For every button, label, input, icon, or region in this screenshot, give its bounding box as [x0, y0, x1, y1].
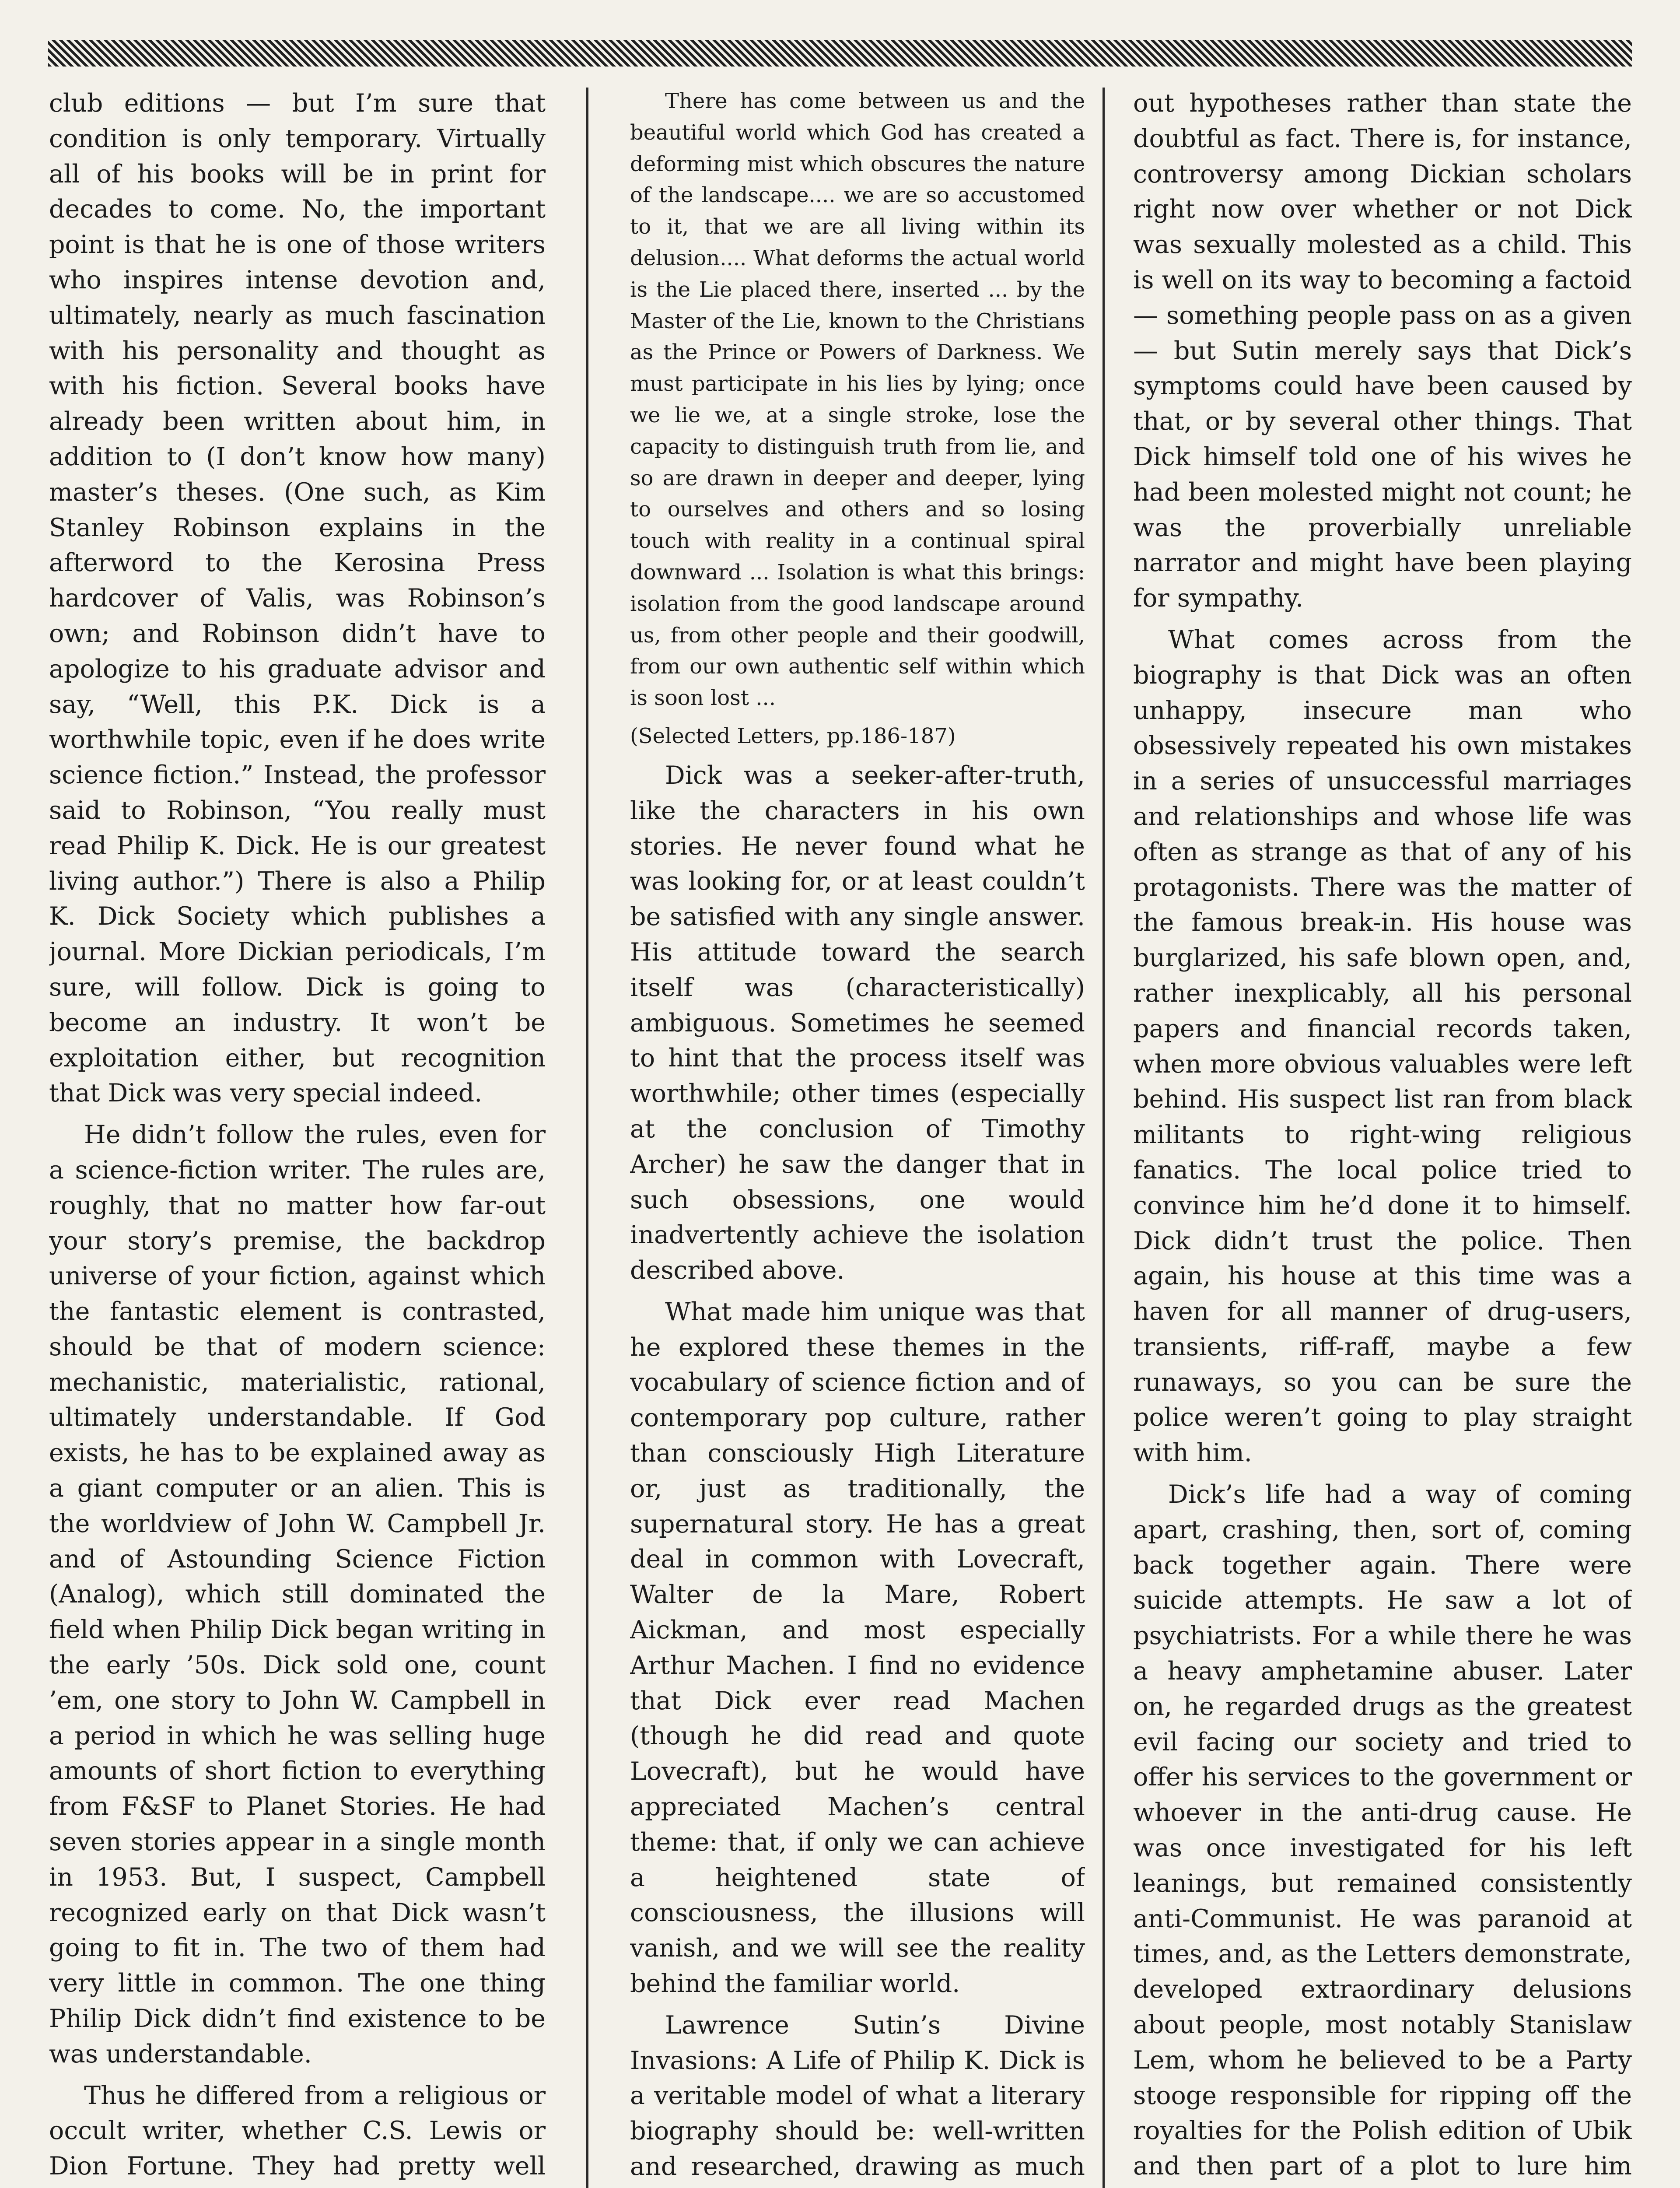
paragraph: Dick’s life had a way of coming apart, crashing, then, sort of, coming back together again. There were suicide attempts. He saw a lot of psychiatrists. For a while there he was a heavy amphetamine abuser. Later on, he regarded drugs as the greatest evil facing our society and tried to offer his services to the government or whoever in the anti-drug cause. He was once investigated for his left leanings, but remained consistently anti-Communist. He was paranoid at times, and, as the Letters demonstrate, developed extraordinary delusions about people, most notably Stanislaw Lem, whom he believed to be a Party stooge responsible for ripping off the royalties for the Polish edition of Ubik and then part of a plot to lure him — [1133, 1480, 1632, 2181]
paragraph: Dick was a seeker-after-truth, like the characters in his own stories. He never found what he was looking for, or at least couldn’t be satisfied with any single answer. His attitude toward the search itself was (characteristically) ambiguous. Sometimes he seemed to hint that the process itself was worthwhile; other times (especially at the conclusion of Timothy Archer) he saw the danger that in such obsessions, one would inadvertently achieve the isolation described above. — [630, 761, 1085, 1285]
paragraph: out hypotheses rather than state the doubtful as fact. There is, for instance, controversy among Dickian scholars right now over whether or not Dick was sexually molested as a child. This is well on its way to becoming a factoid — something people pass on as a given — but Sutin merely says that Dick’s symptoms could have been caused by that, or by several other things. That Dick himself told one of his wives he had been molested might not count; he was the proverbially unreliable narrator and might have been playing for sympathy. — [1133, 89, 1632, 613]
paragraph: Thus he differed from a religious or occult writer, whether C.S. Lewis or Dion Fortune. They had pretty well — [49, 2081, 546, 2181]
paragraph: He didn’t follow the rules, even for a science-fiction writer. The rules are, roughly, that no matter how far-out your story’s premise, the backdrop universe of your fiction, against which the fantastic element is contrasted, should be that of modern science: mechanistic, materialistic, rational, ultimately understandable. If God exists, he has to be explained away as a giant computer or an alien. This is the worldview of John W. Campbell Jr. and of Astounding Science Fiction (Analog), which still dominated the field when Philip Dick began writing in the early ’50s. Dick sold one, count ’em, one story to John W. Campbell in a period in which he was selling huge amounts of short fiction to everything from F&SF to Planet Stories. He had seven stories appear in a single month in 1953. But, I suspect, Campbell recognized early on that Dick wasn’t going to fit in. The two of them had very little in common. The one thing Philip Dick didn’t find existence to be was understandable. — [49, 1120, 546, 2069]
column-divider — [586, 88, 588, 2188]
article-column-3 — [1133, 86, 1632, 2188]
block-quote: There has come between us and the beautiful world which God has created a deforming mist which obscures the nature of the landscape.... we are so accustomed to it, that we are all living within its delusion.... What deforms the actual world is the Lie placed there, inserted ... by the Master of the Lie, known to the Christians as the Prince or Powers of Darkness. We must participate in his lies by lying; once we lie we, at a single stroke, lose the capacity to distinguish truth from lie, and so are drawn in deeper and deeper, lying to ourselves and others and so losing touch with reality in a continual spiral downward ... Isolation is what this brings: isolation from the good landscape around us, from other people and their goodwill, from our own authentic self within which is soon lost ... — [630, 89, 1085, 711]
column-divider — [1102, 88, 1105, 2188]
article-column-2 — [630, 86, 1085, 2188]
paragraph: What comes across from the biography is that Dick was an often unhappy, insecure man who obsessively repeated his own mistakes in a series of unsuccessful marriages and relationships and whose life was often as strange as that of any of his protagonists. There was the matter of the famous break-in. His house was burglarized, his safe blown open, and, rather inexplicably, all his personal papers and financial records taken, when more obvious valuables were left behind. His suspect list ran from black militants to right-wing religious fanatics. The local police tried to convince him he’d done it to himself. Dick didn’t trust the police. Then again, his house at this time was a haven for all manner of drug-users, transients, riff-raff, maybe a few runaways, so you can be sure the police weren’t going to play straight with him. — [1133, 625, 1632, 1468]
quote-citation: (Selected Letters, pp.186-187) — [630, 723, 956, 748]
paragraph: What made him unique was that he explored these themes in the vocabulary of science fiction and of contemporary pop culture, rather than consciously High Literature or, just as traditionally, the supernatural story. He has a great deal in common with Lovecraft, Walter de la Mare, Robert Aickman, and most especially Arthur Machen. I find no evidence that Dick ever read Machen (though he did read and quote Lovecraft), but he would have appreciated Machen’s central theme: that, if only we can achieve a heightened state of consciousness, the illusions will vanish, and we will see the reality behind the familiar world. — [630, 1297, 1085, 1999]
paragraph: club editions — but I’m sure that condition is only temporary. Virtually all of his books will be in print for decades to come. No, the important point is that he is one of those writers who inspires intense devotion and, ultimately, nearly as much fascination with his personality and thought as with his fiction. Several books have already been written about him, in addition to (I don’t know how many) master’s theses. (One such, as Kim Stanley Robinson explains in the afterword to the Kerosina Press hardcover of Valis, was Robinson’s own; and Robinson didn’t have to apologize to his graduate advisor and say, “Well, this P.K. Dick is a worthwhile topic, even if he does write science fiction.” Instead, the professor said to Robinson, “You really must read Philip K. Dick. He is our greatest living author.”) There is also a Philip K. Dick Society which publishes a journal. More Dickian periodicals, I’m sure, will follow. Dick is going to become an industry. It won’t be exploitation either, but recognition that Dick was very special indeed. — [49, 89, 546, 1108]
article-column-1 — [49, 86, 546, 2188]
paragraph: Lawrence Sutin’s Divine Invasions: A Life of Philip K. Dick is a veritable model of what a literary biography should be: well-written and researched, drawing as much — [630, 2010, 1085, 2181]
decorative-top-band — [48, 40, 1632, 67]
